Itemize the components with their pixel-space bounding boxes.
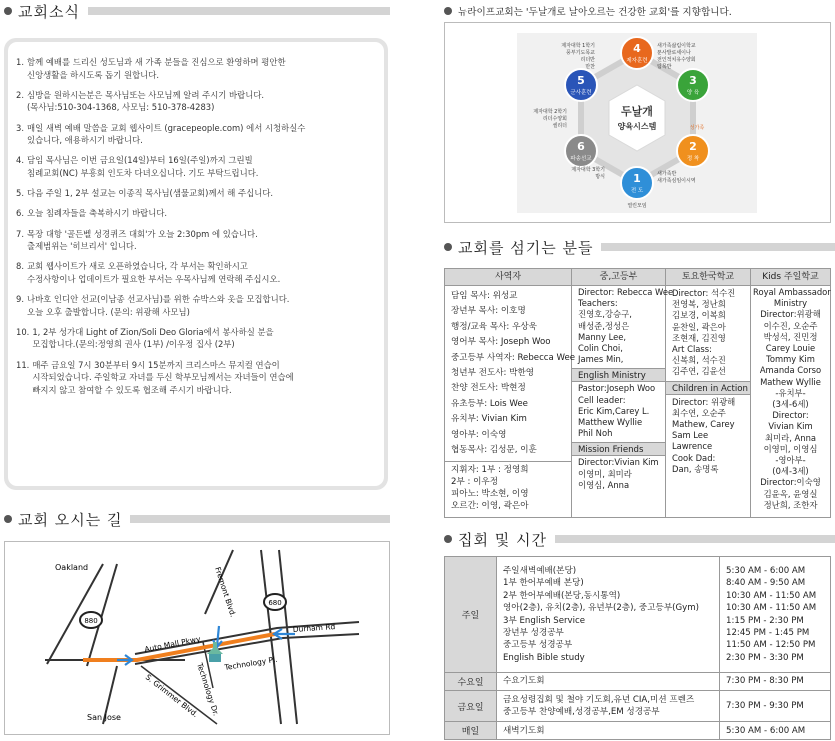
stage-number: 3: [689, 74, 697, 87]
mf-list: [572, 456, 665, 494]
youth-line: 진영호,강승구,: [578, 309, 632, 320]
em-line: Matthew Wyllie: [578, 417, 643, 428]
em-line: Eric Kim,Carey L.: [578, 405, 650, 416]
sub-header-cia: Children in Action: [666, 381, 750, 395]
schedule-times: [720, 690, 831, 722]
notice-item: [16, 359, 374, 397]
notice-line: 오늘 침례자들을 축복하시기 바랍니다.: [27, 208, 168, 219]
staff-col-korean-school: [666, 269, 751, 517]
kids-line: Director:위광해: [760, 309, 821, 320]
service-name: 주일새벽예배(본당): [503, 566, 577, 577]
notice-line: 매일 새벽 예배 말씀을 교회 웹사이트 (gracepeople.com) 에서 시청하실수: [27, 122, 306, 133]
notice-text: [27, 154, 258, 179]
notice-text: [27, 122, 305, 147]
notice-item: [16, 89, 374, 114]
center-subtitle: 양육시스템: [617, 122, 657, 131]
korean-school-line: Art Class:: [672, 344, 712, 355]
stage-node-1: [621, 167, 653, 199]
notice-line: 담임 목사님은 이번 금요일(14일)부터 16일(주일)까지 그린빌: [27, 155, 253, 166]
diagram-caption: 리더수양회: [542, 116, 567, 122]
korean-school-line: 신복희, 석수진: [672, 355, 726, 366]
minister-line: 중고등부 사역자: Rebecca Wee: [451, 352, 576, 363]
music-list: [445, 461, 571, 512]
notice-item: [16, 187, 374, 200]
cia-list: [666, 395, 750, 478]
kids-list: [751, 286, 830, 511]
service-time: 7:30 PM - 8:30 PM: [726, 676, 804, 687]
notice-text: [27, 89, 264, 114]
service-time: 10:30 AM - 11:50 AM: [726, 590, 817, 601]
notice-text: [27, 293, 289, 318]
minister-line: 찬양 전도사: 박현정: [451, 383, 526, 394]
youth-line: 배성준,정성은: [578, 320, 630, 331]
service-name: 금요성령집회 및 철야 기도회,유년 CIA,미션 프렌즈: [503, 694, 695, 705]
minister-line: 협동목사: 김성문, 이훈: [451, 445, 537, 456]
schedule-header: [444, 528, 835, 550]
service-name: 새벽기도회: [503, 725, 545, 736]
schedule-day: 주일: [445, 557, 497, 673]
schedule-row: [445, 673, 831, 691]
diagram-caption: 리더반: [580, 57, 595, 63]
vision-text: 뉴라이프교회는 '두날개로 날아오르는 건강한 교회'를 지향합니다.: [458, 7, 732, 18]
diagram-caption: 만찬: [585, 64, 595, 70]
kids-line: Mathew Wyllie: [760, 376, 821, 387]
youth-line: Director: Rebecca Wee: [578, 287, 674, 297]
korean-school-line: 조현재, 김진영: [672, 332, 726, 343]
directions-map[interactable]: [4, 541, 390, 735]
minister-line: 장년부 목사: 이호명: [451, 306, 526, 317]
service-name: 1부 한어부예배 본당): [503, 578, 584, 589]
stage-node-6: [565, 135, 597, 167]
music-line: 오르간: 이영, 곽은아: [451, 501, 529, 512]
kids-line: (3세-6세): [772, 399, 809, 410]
korean-school-list: [666, 286, 750, 381]
diagram-caption: 푼사발로세이나: [657, 50, 691, 56]
notice-line: 시작되었습니다. 주일학교 자녀를 두신 학부모님께서는 자녀들이 연습에: [32, 372, 294, 383]
kids-line: Director:: [772, 410, 809, 421]
notice-number: 7.: [16, 228, 24, 239]
kids-line: Ministry: [773, 298, 808, 309]
music-line: 2부 : 이우정: [451, 477, 499, 488]
notice-line: 1, 2부 성가대 Light of Zion/Soli Deo Gloria에서 봉사하실 분을: [32, 326, 274, 337]
notice-text: [32, 326, 273, 351]
header-rule: [555, 535, 835, 543]
kids-line: 최미라, Anna: [764, 432, 817, 443]
notice-item: [16, 326, 374, 351]
schedule-title: 집회 및 시간: [458, 530, 547, 549]
schedule-day: 매일: [445, 722, 497, 740]
kids-line: Tommy Kim: [766, 354, 815, 365]
col-header: 토요한국학교: [666, 269, 750, 286]
notices-panel: [4, 38, 388, 490]
schedule-table: [444, 556, 831, 740]
korean-school-line: Director: 석수진: [672, 288, 736, 298]
notice-number: 3.: [16, 122, 24, 133]
service-name: English Bible study: [503, 652, 585, 663]
minister-line: 유초등부: Lois Wee: [451, 398, 528, 409]
notice-line: 교회 웹사이트가 새로 오픈하였습니다, 각 부서는 확인하시고: [27, 261, 248, 272]
label-san-jose: San Jose: [87, 713, 121, 722]
notice-item: [16, 207, 374, 220]
directions-header: [4, 508, 390, 530]
diagram-caption: 새가족반: [657, 171, 677, 177]
kids-line: Carey Louie: [765, 343, 816, 354]
service-name: 중고등부 성경공부: [503, 640, 573, 651]
notice-item: [16, 56, 374, 81]
kids-line: 박성석, 진민정: [763, 331, 818, 342]
header-rule: [130, 515, 390, 523]
bullet-icon: [4, 515, 12, 523]
mf-line: 이영심, Anna: [578, 479, 630, 490]
notice-number: 9.: [16, 294, 24, 305]
stage-label: 제자훈련: [626, 58, 648, 64]
kids-line: 정난희, 조한자: [763, 499, 818, 510]
kids-line: -유치부-: [775, 387, 806, 398]
service-time: 2:30 PM - 3:30 PM: [726, 652, 804, 663]
stage-number: 1: [633, 172, 641, 185]
diagram-caption: 제자대학 3학기: [571, 167, 605, 173]
korean-school-line: 김보경, 이복희: [672, 310, 726, 321]
diagram-caption: 전인적치유수양회: [657, 57, 696, 63]
label-durham: Durham Rd: [292, 622, 336, 634]
youth-line: Colin Choi,: [578, 343, 623, 354]
minister-line: 청년부 전도사: 박한영: [451, 368, 535, 379]
service-time: 5:30 AM - 6:00 AM: [726, 725, 806, 736]
cia-line: Lawrence: [672, 441, 713, 452]
kids-line: Director:이숙영: [760, 477, 821, 488]
schedule-services: [497, 673, 720, 691]
music-line: 지휘자: 1부 : 정영희: [451, 465, 529, 476]
korean-school-line: 윤찬일, 곽은아: [672, 321, 726, 332]
staff-header: [444, 236, 835, 258]
schedule-services: [497, 722, 720, 740]
center-title: 두날개: [621, 105, 653, 118]
stage-node-2: [677, 135, 709, 167]
shield-680-label: 680: [268, 599, 282, 607]
em-line: Phil Noh: [578, 428, 613, 439]
cia-line: Director: 위광해: [672, 396, 736, 407]
stage-label: 전 도: [630, 188, 644, 194]
cia-line: Dan, 송명록: [672, 463, 719, 474]
header-rule: [88, 7, 390, 15]
diagram-caption: 열린모임: [627, 203, 647, 209]
notices-list: [16, 56, 374, 396]
arrow-east-icon: [117, 655, 132, 665]
minister-line: 행정/교육 목사: 우상욱: [451, 321, 537, 332]
label-technology-dr: Technology Dr.: [195, 661, 221, 717]
diagram-caption: 새가족심임이시역: [657, 178, 696, 184]
service-time: 12:45 PM - 1:45 PM: [726, 628, 810, 639]
sub-header-mf: Mission Friends: [572, 442, 665, 456]
schedule-row: [445, 690, 831, 722]
kids-line: 이영미, 이영심: [763, 443, 818, 454]
staff-col-kids: [751, 269, 830, 517]
header-rule: [601, 243, 835, 251]
service-time: 11:50 AM - 12:50 PM: [726, 640, 816, 651]
label-grimmer: S. Grimmer Blvd.: [143, 672, 200, 719]
freeway-shield-880-icon: [80, 612, 102, 628]
staff-table: [444, 268, 831, 518]
service-name: 2부 한어부예배(본당,동시통역): [503, 590, 621, 601]
notices-title: 교회소식: [18, 2, 80, 21]
cia-line: Sam Lee: [672, 430, 709, 441]
notice-text: [27, 207, 167, 220]
stage-number: 2: [689, 140, 697, 153]
kids-line: 이수진, 오순주: [763, 320, 818, 331]
notice-item: [16, 260, 374, 285]
service-time: 10:30 AM - 11:50 AM: [726, 603, 817, 614]
notice-line: 오늘 오후 출발합니다. (문의: 위광해 사모님): [27, 306, 190, 317]
notice-number: 2.: [16, 89, 24, 100]
notice-number: 6.: [16, 208, 24, 219]
kids-line: Royal Ambassador: [753, 287, 831, 297]
notice-line: 나바호 인디안 선교(이남종 선교사님)를 위한 슈박스와 옷을 모집합니다.: [27, 294, 290, 305]
diagram-caption: 새가족삶림이학교: [657, 43, 696, 49]
kids-line: (0세-3세): [772, 466, 809, 477]
kids-line: 김윤옥, 윤영실: [763, 488, 818, 499]
stage-number: 6: [577, 140, 585, 153]
music-line: 피아노: 박소현, 이영: [451, 489, 529, 500]
staff-title: 교회를 섬기는 분들: [458, 238, 594, 257]
mf-line: 이영미, 최미라: [578, 468, 632, 479]
notice-line: 모집합니다.(문의:정영희 권사 (1부) /이우정 집사 (2부): [32, 339, 235, 350]
youth-line: James Min,: [578, 354, 624, 365]
sub-header-em: English Ministry: [572, 368, 665, 382]
notice-line: 수정사항이나 업데이트가 필요한 부서는 우목사님께 연락해 주십시오.: [27, 273, 281, 284]
shield-880-label: 880: [84, 617, 98, 625]
cia-line: 최수연, 오순주: [672, 407, 726, 418]
col-header: Kids 주일학교: [751, 269, 830, 286]
notice-line: 다음 주일 1, 2부 설교는 이종직 목사님(샘물교회)께서 해 주십니다.: [27, 188, 274, 199]
minister-line: 영아부: 이숙영: [451, 429, 507, 440]
diagram-caption: 제자대학 2학기: [533, 109, 567, 115]
col-header: 중,고등부: [572, 269, 665, 286]
diagram-caption: 풍부기도목교: [566, 50, 595, 56]
service-name: 수요기도회: [503, 676, 545, 687]
label-auto-mall: Auto Mall Pkwy: [143, 634, 202, 654]
service-time: 5:30 AM - 6:00 AM: [726, 566, 806, 577]
notice-line: 목장 대항 '골든벨 성경퀴즈 대회'가 오늘 2:30pm 에 있습니다.: [27, 228, 258, 239]
service-name: 영아(2층), 유치(2층), 유년부(2층), 중고등부(Gym): [503, 603, 699, 614]
service-name: 3부 English Service: [503, 615, 586, 626]
schedule-services: [497, 690, 720, 722]
stage-node-5: [565, 69, 597, 101]
notice-number: 5.: [16, 188, 24, 199]
notice-line: 있습니다, 애용하시기 바랍니다.: [27, 135, 143, 146]
service-name: 중고등부 찬양예배,성경공부,EM 성경공부: [503, 707, 660, 718]
notice-line: 함께 예배를 드리신 성도님과 새 가족 분들을 진심으로 환영하며 평안한: [27, 57, 286, 67]
bullet-icon: [444, 535, 452, 543]
notice-line: 신앙생활을 하시도록 돕기 원합니다.: [27, 69, 160, 80]
schedule-day: 수요일: [445, 673, 497, 691]
cia-line: Mathew, Carey: [672, 419, 735, 430]
notice-text: [27, 228, 258, 253]
diagram-caption: 제자대학 1학기: [561, 43, 595, 49]
kids-line: -영아부-: [775, 455, 806, 466]
schedule-services: [497, 557, 720, 673]
bullet-icon: [4, 7, 12, 15]
vision-diagram: [445, 23, 830, 222]
stage-node-3: [677, 69, 709, 101]
notice-line: (목사님:510-304-1368, 사모님: 510-378-4283): [27, 102, 215, 113]
em-line: Cell leader:: [578, 394, 626, 405]
map-svg: [5, 542, 389, 734]
freeway-shield-680-icon: [264, 594, 286, 610]
directions-title: 교회 오시는 길: [18, 510, 123, 529]
bullet-icon: [444, 243, 452, 251]
minister-line: 담임 목사: 위성교: [451, 291, 518, 301]
em-list: [572, 382, 665, 442]
youth-line: Manny Lee,: [578, 331, 627, 342]
staff-col-youth: [572, 269, 674, 517]
notice-item: [16, 122, 374, 147]
notice-text: [27, 56, 286, 81]
bullet-icon: [444, 7, 452, 15]
notice-text: [27, 260, 280, 285]
label-oakland: Oakland: [55, 563, 89, 572]
service-time: 8:40 AM - 9:50 AM: [726, 578, 806, 589]
stage-label: 정 착: [686, 156, 700, 162]
schedule-row: [445, 557, 831, 673]
minister-line: 유치부: Vivian Kim: [451, 414, 527, 425]
schedule-times: [720, 673, 831, 691]
kids-line: Amanda Corso: [759, 365, 822, 376]
stage-label: 파송선교: [570, 156, 592, 162]
notice-item: [16, 154, 374, 179]
schedule-day: 금요일: [445, 690, 497, 722]
notice-line: 출제범위는 '히브리서' 입니다.: [27, 241, 137, 252]
stage-label: 군사훈련: [570, 90, 592, 96]
diagram-caption: 성가족: [689, 125, 705, 131]
label-technology-pl: Technology Pl.: [223, 654, 279, 672]
notice-number: 11.: [16, 359, 30, 370]
mf-line: Director:Vivian Kim: [578, 457, 659, 468]
em-line: Pastor:Joseph Woo: [578, 383, 656, 394]
service-time: 1:15 PM - 2:30 PM: [726, 615, 804, 626]
diagram-caption: 방식: [595, 174, 605, 180]
ministers-list: [445, 286, 576, 461]
notice-line: 매주 금요일 7시 30분부터 9시 15분까지 크리스마스 뮤지컬 연습이: [32, 359, 280, 370]
notice-text: [32, 359, 293, 397]
schedule-times: [720, 722, 831, 740]
korean-school-line: 전영복, 정난희: [672, 299, 726, 310]
notice-number: 10.: [16, 326, 30, 337]
vision-banner: [444, 22, 831, 223]
stage-label: 양 육: [686, 90, 700, 96]
notice-line: 심방을 원하시는분은 목사님또는 사모님께 알려 주시기 바랍니다.: [27, 89, 265, 100]
notice-line: 빠지지 않고 참여할 수 있도록 협조해 주시기 바랍니다.: [32, 384, 232, 395]
col-header: 사역자: [445, 269, 571, 286]
kids-line: Vivian Kim: [768, 421, 813, 432]
youth-line: Teachers:: [578, 298, 618, 309]
notice-number: 4.: [16, 155, 24, 166]
cia-line: Cook Dad:: [672, 452, 716, 463]
stage-node-4: [621, 37, 653, 69]
staff-col-ministers: [445, 269, 576, 517]
minister-line: 영어부 목사: Joseph Woo: [451, 337, 551, 348]
notice-line: 침례교회(NC) 부흥회 인도차 다녀오십니다. 기도 부탁드립니다.: [27, 167, 259, 178]
youth-list: [572, 286, 674, 368]
service-time: 7:30 PM - 9:30 PM: [726, 700, 804, 711]
notice-number: 8.: [16, 261, 24, 272]
label-fremont: Fremont Blvd.: [213, 565, 238, 619]
diagram-caption: 팀목반: [657, 64, 672, 70]
notices-header: [4, 0, 390, 22]
stage-number: 5: [577, 74, 585, 87]
service-name: 장년부 성경공부: [503, 628, 564, 639]
schedule-row: [445, 722, 831, 740]
korean-school-line: 김주연, 김윤선: [672, 366, 726, 377]
notice-number: 1.: [16, 57, 24, 67]
stage-number: 4: [633, 42, 641, 55]
schedule-times: [720, 557, 831, 673]
vision-header: [444, 0, 835, 22]
diagram-caption: 셀리더: [552, 123, 567, 129]
notice-item: [16, 228, 374, 253]
notice-text: [27, 187, 273, 200]
notice-item: [16, 293, 374, 318]
